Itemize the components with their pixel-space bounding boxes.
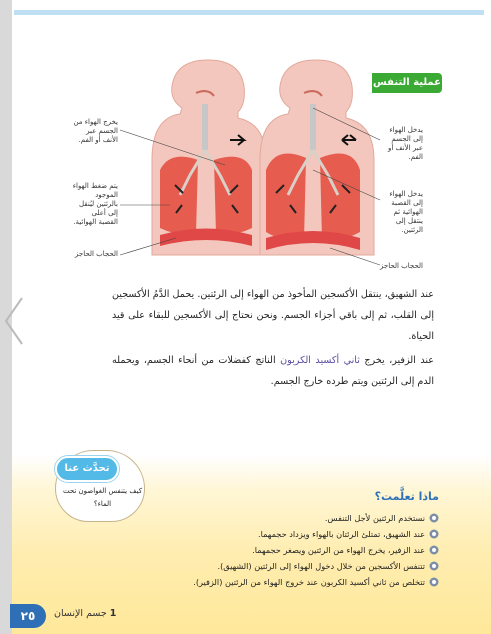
chapter-label — [54, 608, 116, 619]
exhale-label-top: يخرج الهواء من الجسم عبر الأنف أو الفم. — [73, 118, 118, 144]
inhale-label-bottom: الحجاب الحاجز — [380, 262, 423, 270]
paragraph-exhale-end: الناتج كفضلات من أنحاء الجسم، ويحمله الدم إلى الرئتين ويتم طرده خارج الجسم. — [112, 355, 434, 387]
learned-item-text: عند الزفير، يخرج الهواء من الرئتين ويصغر حجمهما. — [252, 545, 425, 555]
previous-page-arrow-icon[interactable] — [2, 296, 26, 346]
bullet-icon — [429, 561, 439, 571]
chapter-number: 1 — [109, 608, 117, 619]
exhale-label-mid: يتم ضغط الهواء الموجود بالرئتين ليُنقل إلى أعلى القصبة الهوائية. — [72, 182, 118, 226]
paragraph-exhale-start: عند الزفير، يخرج — [359, 355, 435, 366]
learned-item-text: تتنفس الأكسجين من خلال دخول الهواء إلى الرئتين (الشهيق). — [217, 561, 425, 571]
learned-title: ماذا تعلَّمت؟ — [374, 490, 439, 503]
list-item — [139, 542, 439, 558]
inhale-figure — [260, 60, 374, 255]
list-item — [139, 526, 439, 542]
bullet-icon — [429, 545, 439, 555]
bullet-icon — [429, 577, 439, 587]
learned-item-text: نستخدم الرئتين لأجل التنفس. — [324, 513, 425, 523]
bullet-icon — [429, 529, 439, 539]
learned-item-text: عند الشهيق، تمتلئ الرئتان بالهواء ويزداد حجمهما. — [257, 529, 425, 539]
list-item — [139, 574, 439, 590]
co2-highlight: ثاني أكسيد الكربون — [280, 355, 360, 366]
learned-list — [139, 510, 439, 590]
exhale-label-bottom: الحجاب الحاجز — [75, 250, 118, 258]
list-item — [139, 510, 439, 526]
page-number: ٢٥ — [10, 604, 46, 628]
inhale-label-top: يدخل الهواء إلى الجسم عبر الأنف أو الفم. — [387, 126, 423, 161]
chapter-name: جسم الإنسان — [54, 608, 107, 619]
learned-item-text: تتخلص من ثاني أكسيد الكربون عند خروج الهواء من الرئتين (الزفير). — [193, 577, 425, 587]
talk-title: تحدَّث عنا — [55, 456, 119, 482]
inhale-label-mid: يدخل الهواء إلى القصبة الهوائية ثم ينتقل إلى الرئتين. — [389, 190, 423, 234]
talk-question: كيف يتنفس الغواصون تحت الماء؟ — [62, 487, 143, 508]
list-item — [139, 558, 439, 574]
section-title: عملية التنفس — [372, 73, 442, 93]
paragraph-exhale — [112, 350, 434, 392]
exhale-figure — [152, 60, 266, 255]
bullet-icon — [429, 513, 439, 523]
paragraph-inhale: عند الشهيق، ينتقل الأكسجين المأخوذ من الهواء إلى الرئتين. يحمل الدَّمُ الأكسجين إلى القلب، ثم إلى باقي أجزاء الجسم. ونحن نحتاج إلى الأكسجين للبقاء على قيد الحياة. — [112, 289, 434, 342]
